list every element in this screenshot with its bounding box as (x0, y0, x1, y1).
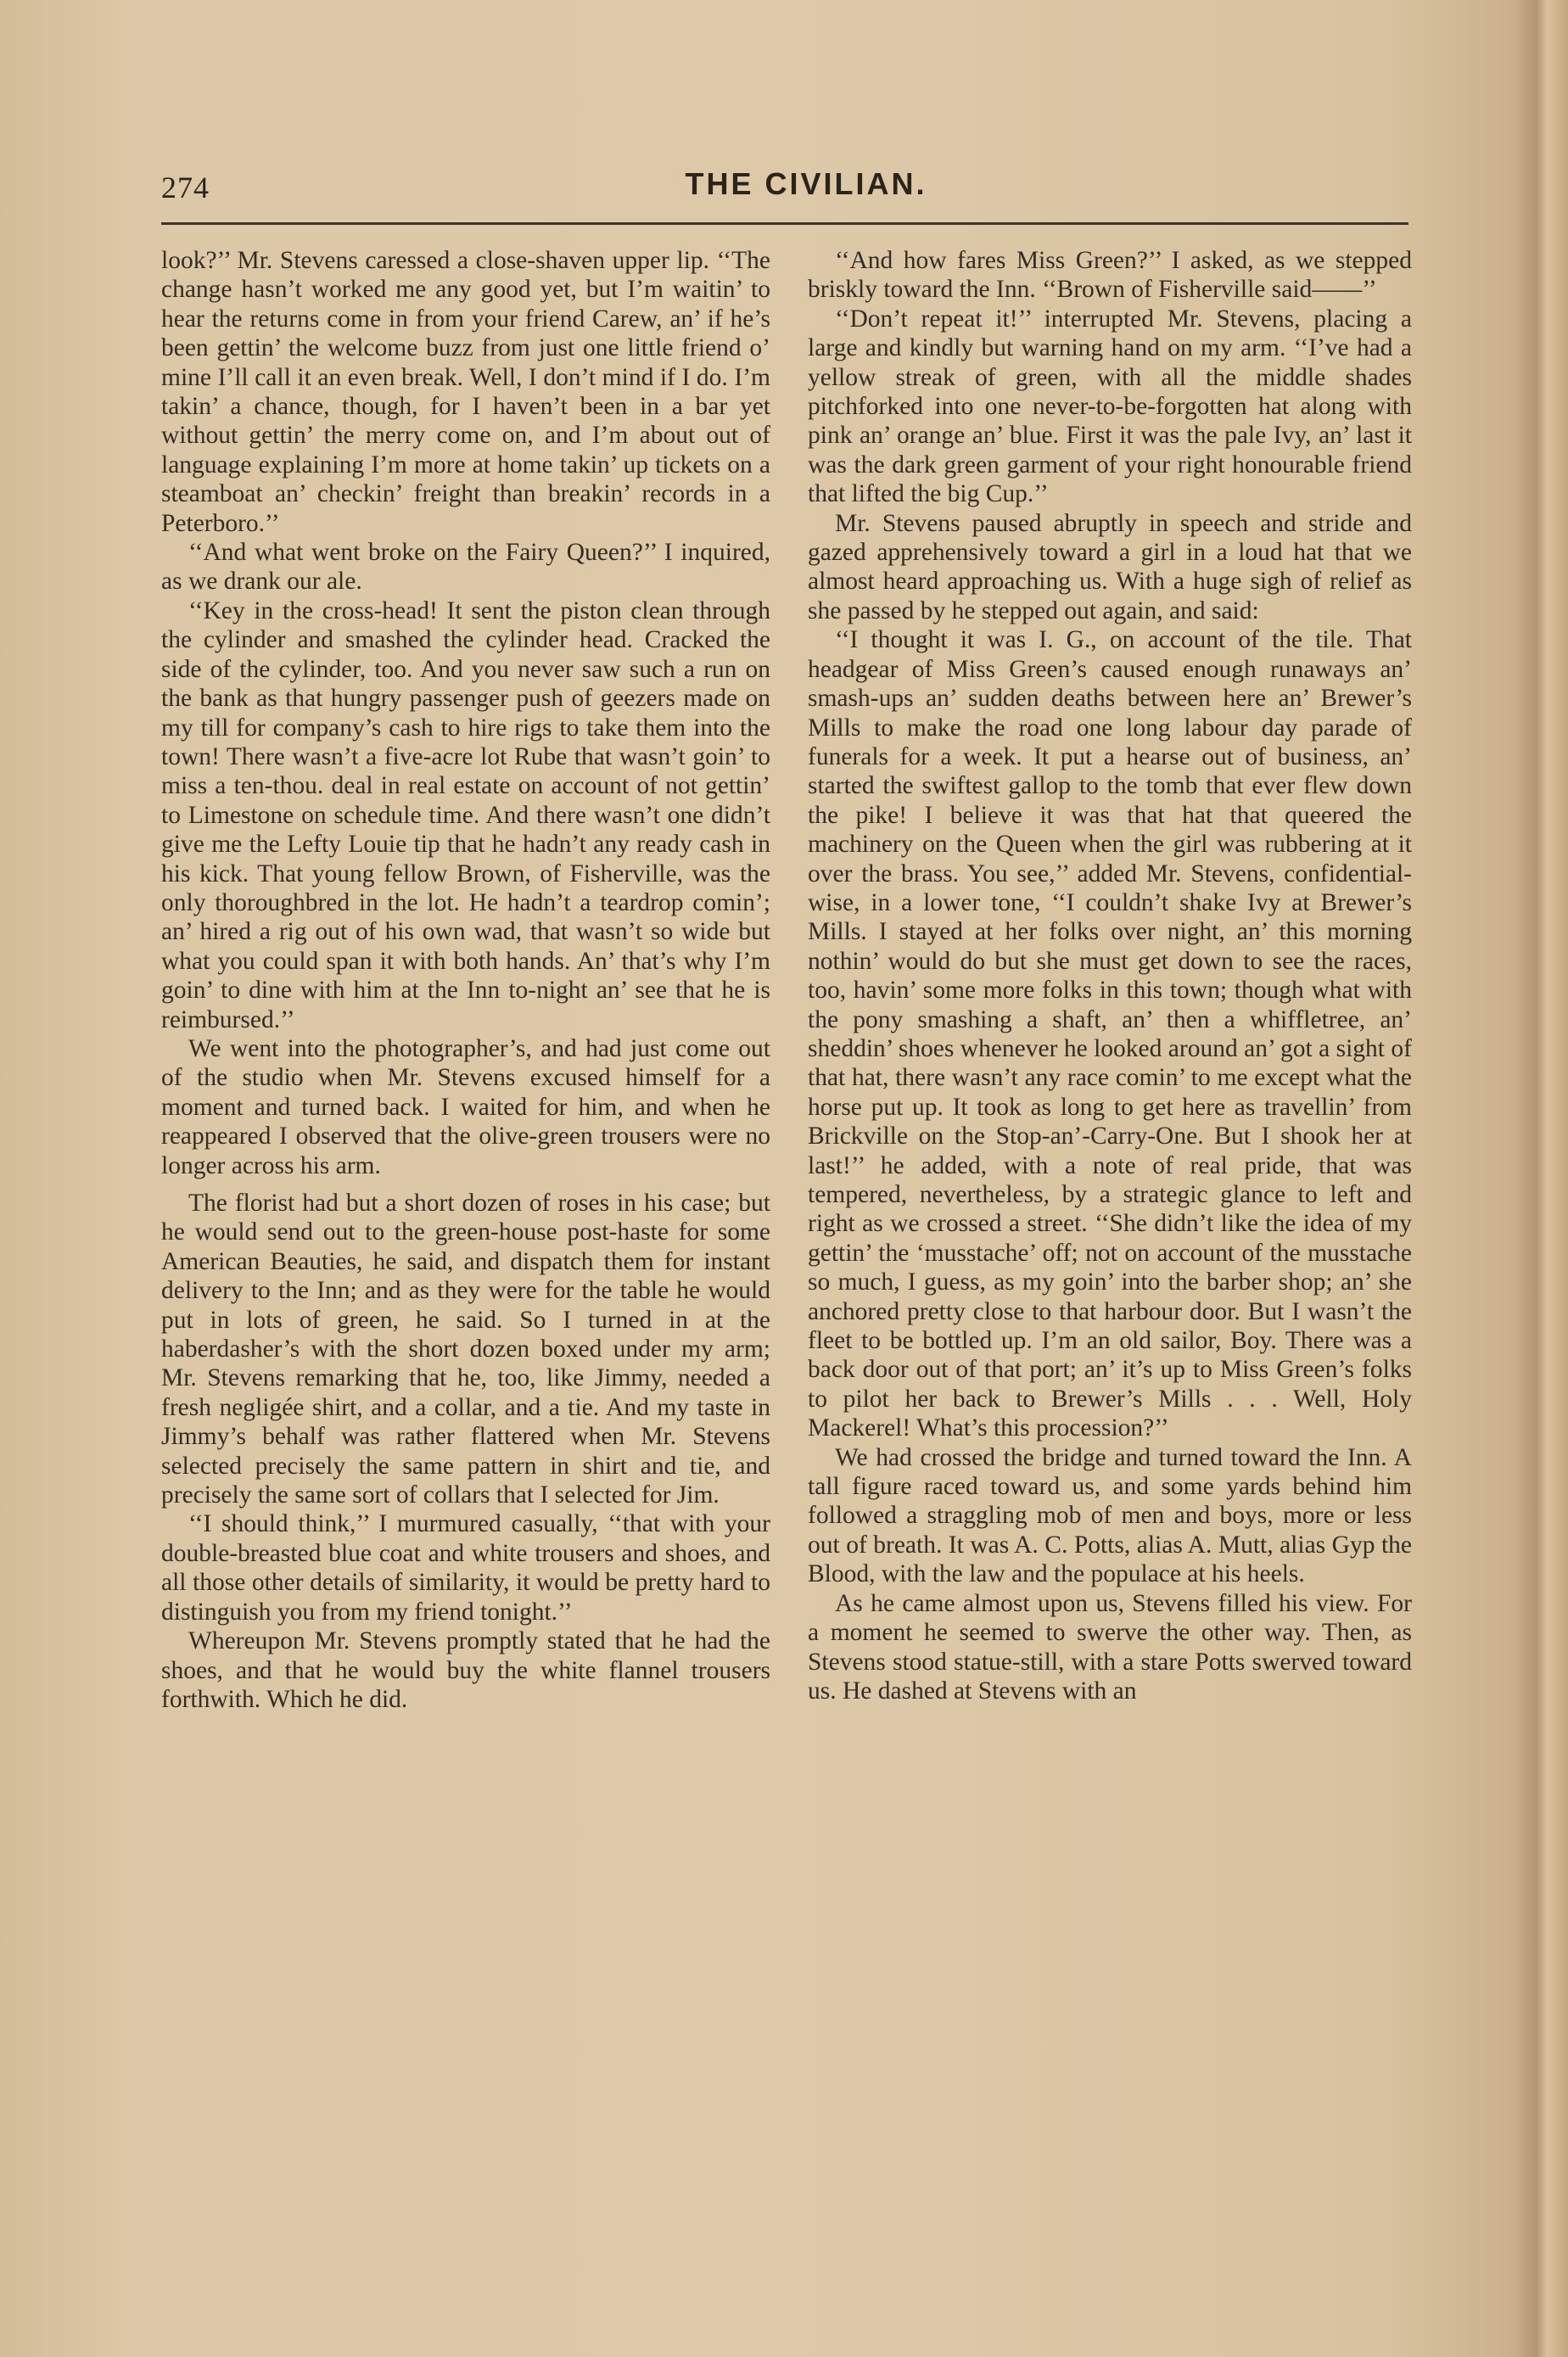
paragraph: As he came almost upon us, Stevens filled his view. For a moment he seemed to swerve the other way. Then, as Stevens stood statue-still, with a stare Potts swerved toward us. He dashed at Stevens with an (808, 1589, 1412, 1705)
right-column (808, 246, 1412, 1705)
paragraph: Whereupon Mr. Stevens promptly stated that he had the shoes, and that he would buy the white flannel trousers forthwith. Which he did. (161, 1627, 770, 1713)
journal-title: THE CIVILIAN. (685, 166, 927, 201)
paragraph: look?’’ Mr. Stevens caressed a close-shaven upper lip. ‘‘The change hasn’t worked me any good yet, but I’m waitin’ to hear the returns come in from your friend Carew, an’ if he’s been gettin’ the welcome buzz from just one little friend o’ mine I’ll call it an even break. Well, I don’t mind if I do. I’m takin’ a chance, though, for I haven’t been in a bar yet without gettin’ the merry come on, and I’m about out of language explaining I’m more at home takin’ up tickets on a steamboat an’ checkin’ freight than breakin’ records in a Peterboro.’’ (161, 247, 770, 537)
paragraph: ‘‘Key in the cross-head! It sent the piston clean through the cylinder and smashed the cylinder head. Cracked the side of the cylinder, too. And you never saw such a run on the bank as that hungry passenger push of geezers made on my till for company’s cash to hire rigs to take them into the town! There wasn’t a five-acre lot Rube that wasn’t goin’ to miss a ten-thou. deal in real estate on account of not gettin’ to Limestone on schedule time. And there wasn’t one didn’t give me the Lefty Louie tip that he hadn’t any ready cash in his kick. That young fellow Brown, of Fisherville, was the only thoroughbred in the lot. He hadn’t a teardrop comin’; an’ hired a rig out of his own wad, that wasn’t so wide but what you could span it with both hands. An’ that’s why I’m goin’ to dine with him at the Inn to-night an’ see that he is reimbursed.’’ (161, 596, 770, 1033)
page-header (161, 166, 1451, 217)
header-rule (161, 222, 1408, 225)
paragraph: ‘‘I should think,’’ I murmured casually, ‘‘that with your double-breasted blue coat and white trousers and shoes, and all those other details of similarity, it would be pretty hard to distinguish you from my friend tonight.’’ (161, 1510, 770, 1626)
paragraph: ‘‘Don’t repeat it!’’ interrupted Mr. Stevens, placing a large and kindly but warning hand on my arm. ‘‘I’ve had a yellow streak of green, with all the middle shades pitchforked into one never-to-be-forgotten hat along with pink an’ orange an’ blue. First it was the pale Ivy, an’ last it was the dark green garment of your right honourable friend that lifted the big Cup.’’ (808, 305, 1412, 508)
paragraph: ‘‘And what went broke on the Fairy Queen?’’ I inquired, as we drank our ale. (161, 539, 770, 596)
paragraph: ‘‘And how fares Miss Green?’’ I asked, as we stepped briskly toward the Inn. ‘‘Brown of Fisherville said——’’ (808, 247, 1412, 304)
paragraph: Mr. Stevens paused abruptly in speech and stride and gazed apprehensively toward a girl in a loud hat that we almost heard approaching us. With a huge sigh of relief as she passed by he stepped out again, and said: (808, 509, 1412, 624)
page-number: 274 (161, 171, 210, 204)
paragraph: We went into the photographer’s, and had just come out of the studio when Mr. Stevens excused himself for a moment and turned back. I waited for him, and when he reappeared I observed that the olive-green trousers were no longer across his arm. (161, 1034, 770, 1179)
left-column (161, 246, 770, 1714)
paragraph: ‘‘I thought it was I. G., on account of the tile. That headgear of Miss Green’s caused enough runaways an’ smash-ups an’ sudden deaths between here an’ Brewer’s Mills to make the road one long labour day parade of funerals for a week. It put a hearse out of business, an’ started the swiftest gallop to the tomb that ever flew down the pike! I believe it was that hat that queered the machinery on the Queen when the girl was rubbering at it over the brass. You see,’’ added Mr. Stevens, confidential-wise, in a lower tone, ‘‘I couldn’t shake Ivy at Brewer’s Mills. I stayed at her folks over night, an’ this morning nothin’ would do but she must get down to see the races, too, havin’ some more folks in this town; though what with the pony smashing a shaft, an’ then a whiffletree, an’ sheddin’ shoes whenever he looked around an’ got a sight of that hat, there wasn’t any race comin’ to me except what the horse put up. It took as long to get here as travellin’ from Brickville on the Stop-an’-Carry-One. But I shook her at last!’’ he added, with a note of real pride, that was tempered, nevertheless, by a strategic glance to left and right as we crossed a street. ‘‘She didn’t like the idea of my gettin’ the ‘musstache’ off; not on account of the musstache so much, I guess, as my goin’ into the barber shop; an’ she anchored pretty close to that harbour door. But I wasn’t the fleet to be bottled up. I’m an old sailor, Boy. There was a back door out of that port; an’ it’s up to Miss Green’s folks to pilot her back to Brewer’s Mills . . . Well, Holy Mackerel! What’s this procession?’’ (808, 626, 1412, 1442)
paragraph: We had crossed the bridge and turned toward the Inn. A tall figure raced toward us, and some yards behind him followed a straggling mob of men and boys, more or less out of breath. It was A. C. Potts, alias A. Mutt, alias Gyp the Blood, with the law and the populace at his heels. (808, 1443, 1412, 1588)
page-edge (1515, 0, 1568, 2357)
paragraph: The florist had but a short dozen of roses in his case; but he would send out to the green-house post-haste for some American Beauties, he said, and dispatch them for instant delivery to the Inn; and as they were for the table he would put in lots of green, he said. So I turned in at the haberdasher’s with the short dozen boxed under my arm; Mr. Stevens remarking that he, too, like Jimmy, needed a fresh negligée shirt, and a collar, and a tie. And my taste in Jimmy’s behalf was rather flattered when Mr. Stevens selected precisely the same pattern in shirt and tie, and precisely the same sort of collars that I selected for Jim. (161, 1190, 770, 1509)
